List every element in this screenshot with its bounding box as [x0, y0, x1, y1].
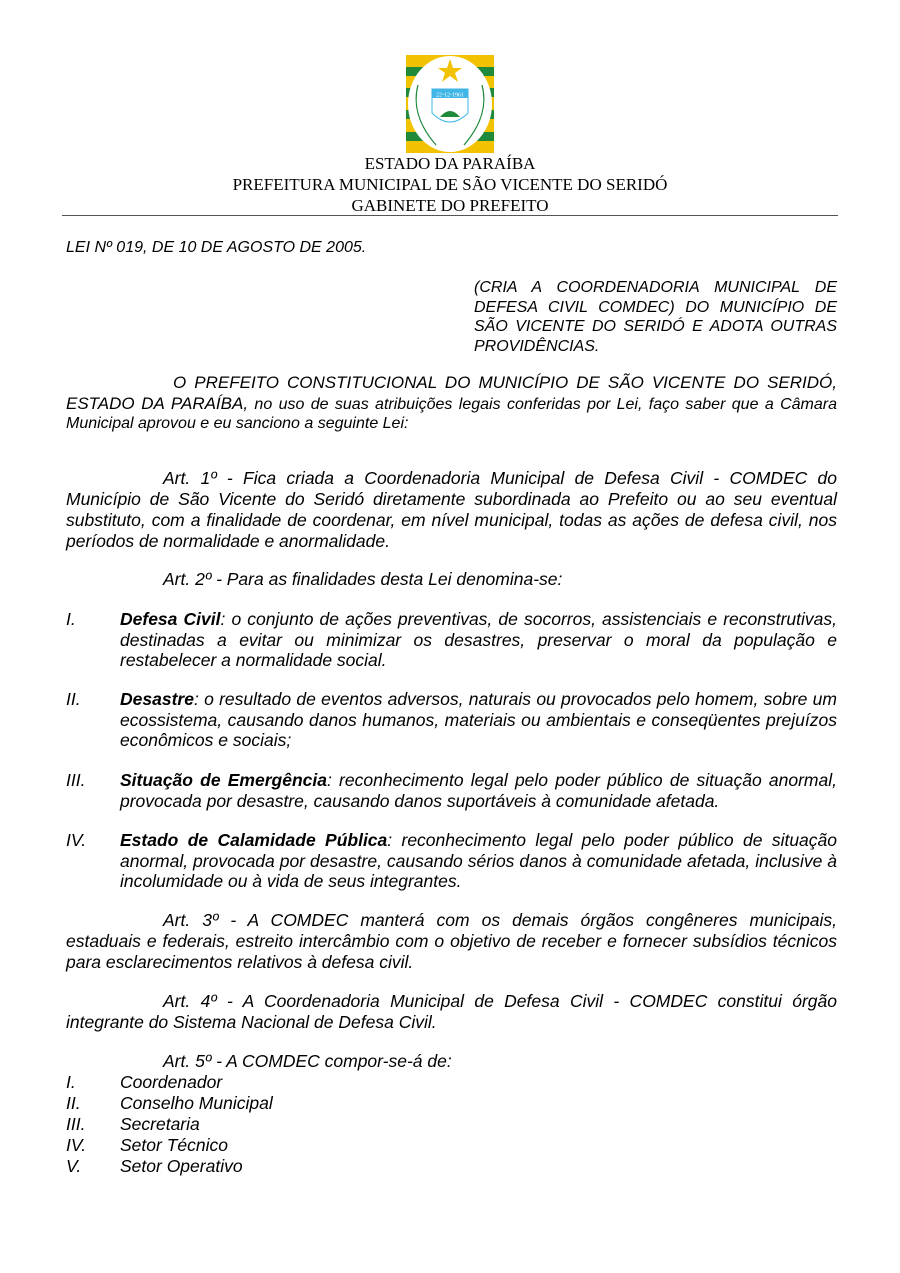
article-1: Art. 1º - Fica criada a Coordenadoria Municipal de Defesa Civil - COMDEC do Município de São Vicente do Seridó diretamente subordinada ao Prefeito ou ao seu eventual substituto, com a finalidade de coordenar, em nível municipal, todas as ações de defesa civil, nos períodos de normalidade e anormalidade. — [66, 468, 837, 551]
header-office: GABINETE DO PREFEITO — [351, 196, 549, 215]
article-3: Art. 3º - A COMDEC manterá com os demais órgãos congêneres municipais, estaduais e federais, estreito intercâmbio com o objetivo de receber e fornecer subsídios técnicos para esclarecimentos relativos à defesa civil. — [66, 910, 837, 972]
composition-item: III. Secretaria — [66, 1114, 200, 1134]
composition-item: I. Coordenador — [66, 1072, 223, 1092]
preamble-text: no uso de suas atribuições legais conferidas por Lei, faço saber que a Câmara Municipal aprovou e eu sanciono a seguinte Lei: — [66, 395, 837, 432]
svg-text:22-12-1961: 22-12-1961 — [436, 92, 464, 99]
preamble-caps: O PREFEITO CONSTITUCIONAL DO MUNICÍPIO DE SÃO VICENTE DO SERIDÓ, ESTADO DA PARAÍBA, — [66, 373, 837, 413]
preamble — [66, 373, 837, 434]
article-2: Art. 2º - Para as finalidades desta Lei denomina-se: — [163, 569, 563, 589]
definition-item: I. Defesa Civil: o conjunto de ações preventivas, de socorros, assistenciais e reconstrutivas, destinadas a evitar ou minimizar os desastres, preservar o moral da população e restabelecer a normalidade social. — [66, 609, 837, 670]
law-title: LEI Nº 019, DE 10 DE AGOSTO DE 2005. — [66, 239, 367, 256]
definition-item: III. Situação de Emergência: reconhecimento legal pelo poder público de situação anormal, provocada por desastre, causando danos suportáveis à comunidade afetada. — [66, 770, 837, 811]
composition-item: IV. Setor Técnico — [66, 1135, 228, 1155]
definition-item: IV. Estado de Calamidade Pública: reconhecimento legal pelo poder público de situação anormal, provocada por desastre, causando sérios danos à comunidade afetada, inclusive à incolumidade ou à vida de seus integrantes. — [66, 830, 837, 891]
header-prefecture: PREFEITURA MUNICIPAL DE SÃO VICENTE DO SERIDÓ — [232, 175, 668, 194]
composition-item: II. Conselho Municipal — [66, 1093, 273, 1113]
municipal-coat-of-arms — [406, 55, 494, 153]
header-divider — [62, 215, 838, 216]
article-5: Art. 5º - A COMDEC compor-se-á de: — [163, 1051, 452, 1071]
article-4: Art. 4º - A Coordenadoria Municipal de Defesa Civil - COMDEC constitui órgão integrante do Sistema Nacional de Defesa Civil. — [66, 991, 837, 1032]
law-summary: (CRIA A COORDENADORIA MUNICIPAL DE DEFESA CIVIL COMDEC) DO MUNICÍPIO DE SÃO VICENTE DO SERIDÓ E ADOTA OUTRAS PROVIDÊNCIAS. — [474, 279, 837, 355]
definition-item: II. Desastre: o resultado de eventos adversos, naturais ou provocados pelo homem, sobre um ecossistema, causando danos humanos, materiais ou ambientais e conseqüentes prejuízos econômicos e sociais; — [66, 689, 837, 750]
header-state: ESTADO DA PARAÍBA — [364, 154, 536, 173]
composition-item: V. Setor Operativo — [66, 1156, 243, 1176]
